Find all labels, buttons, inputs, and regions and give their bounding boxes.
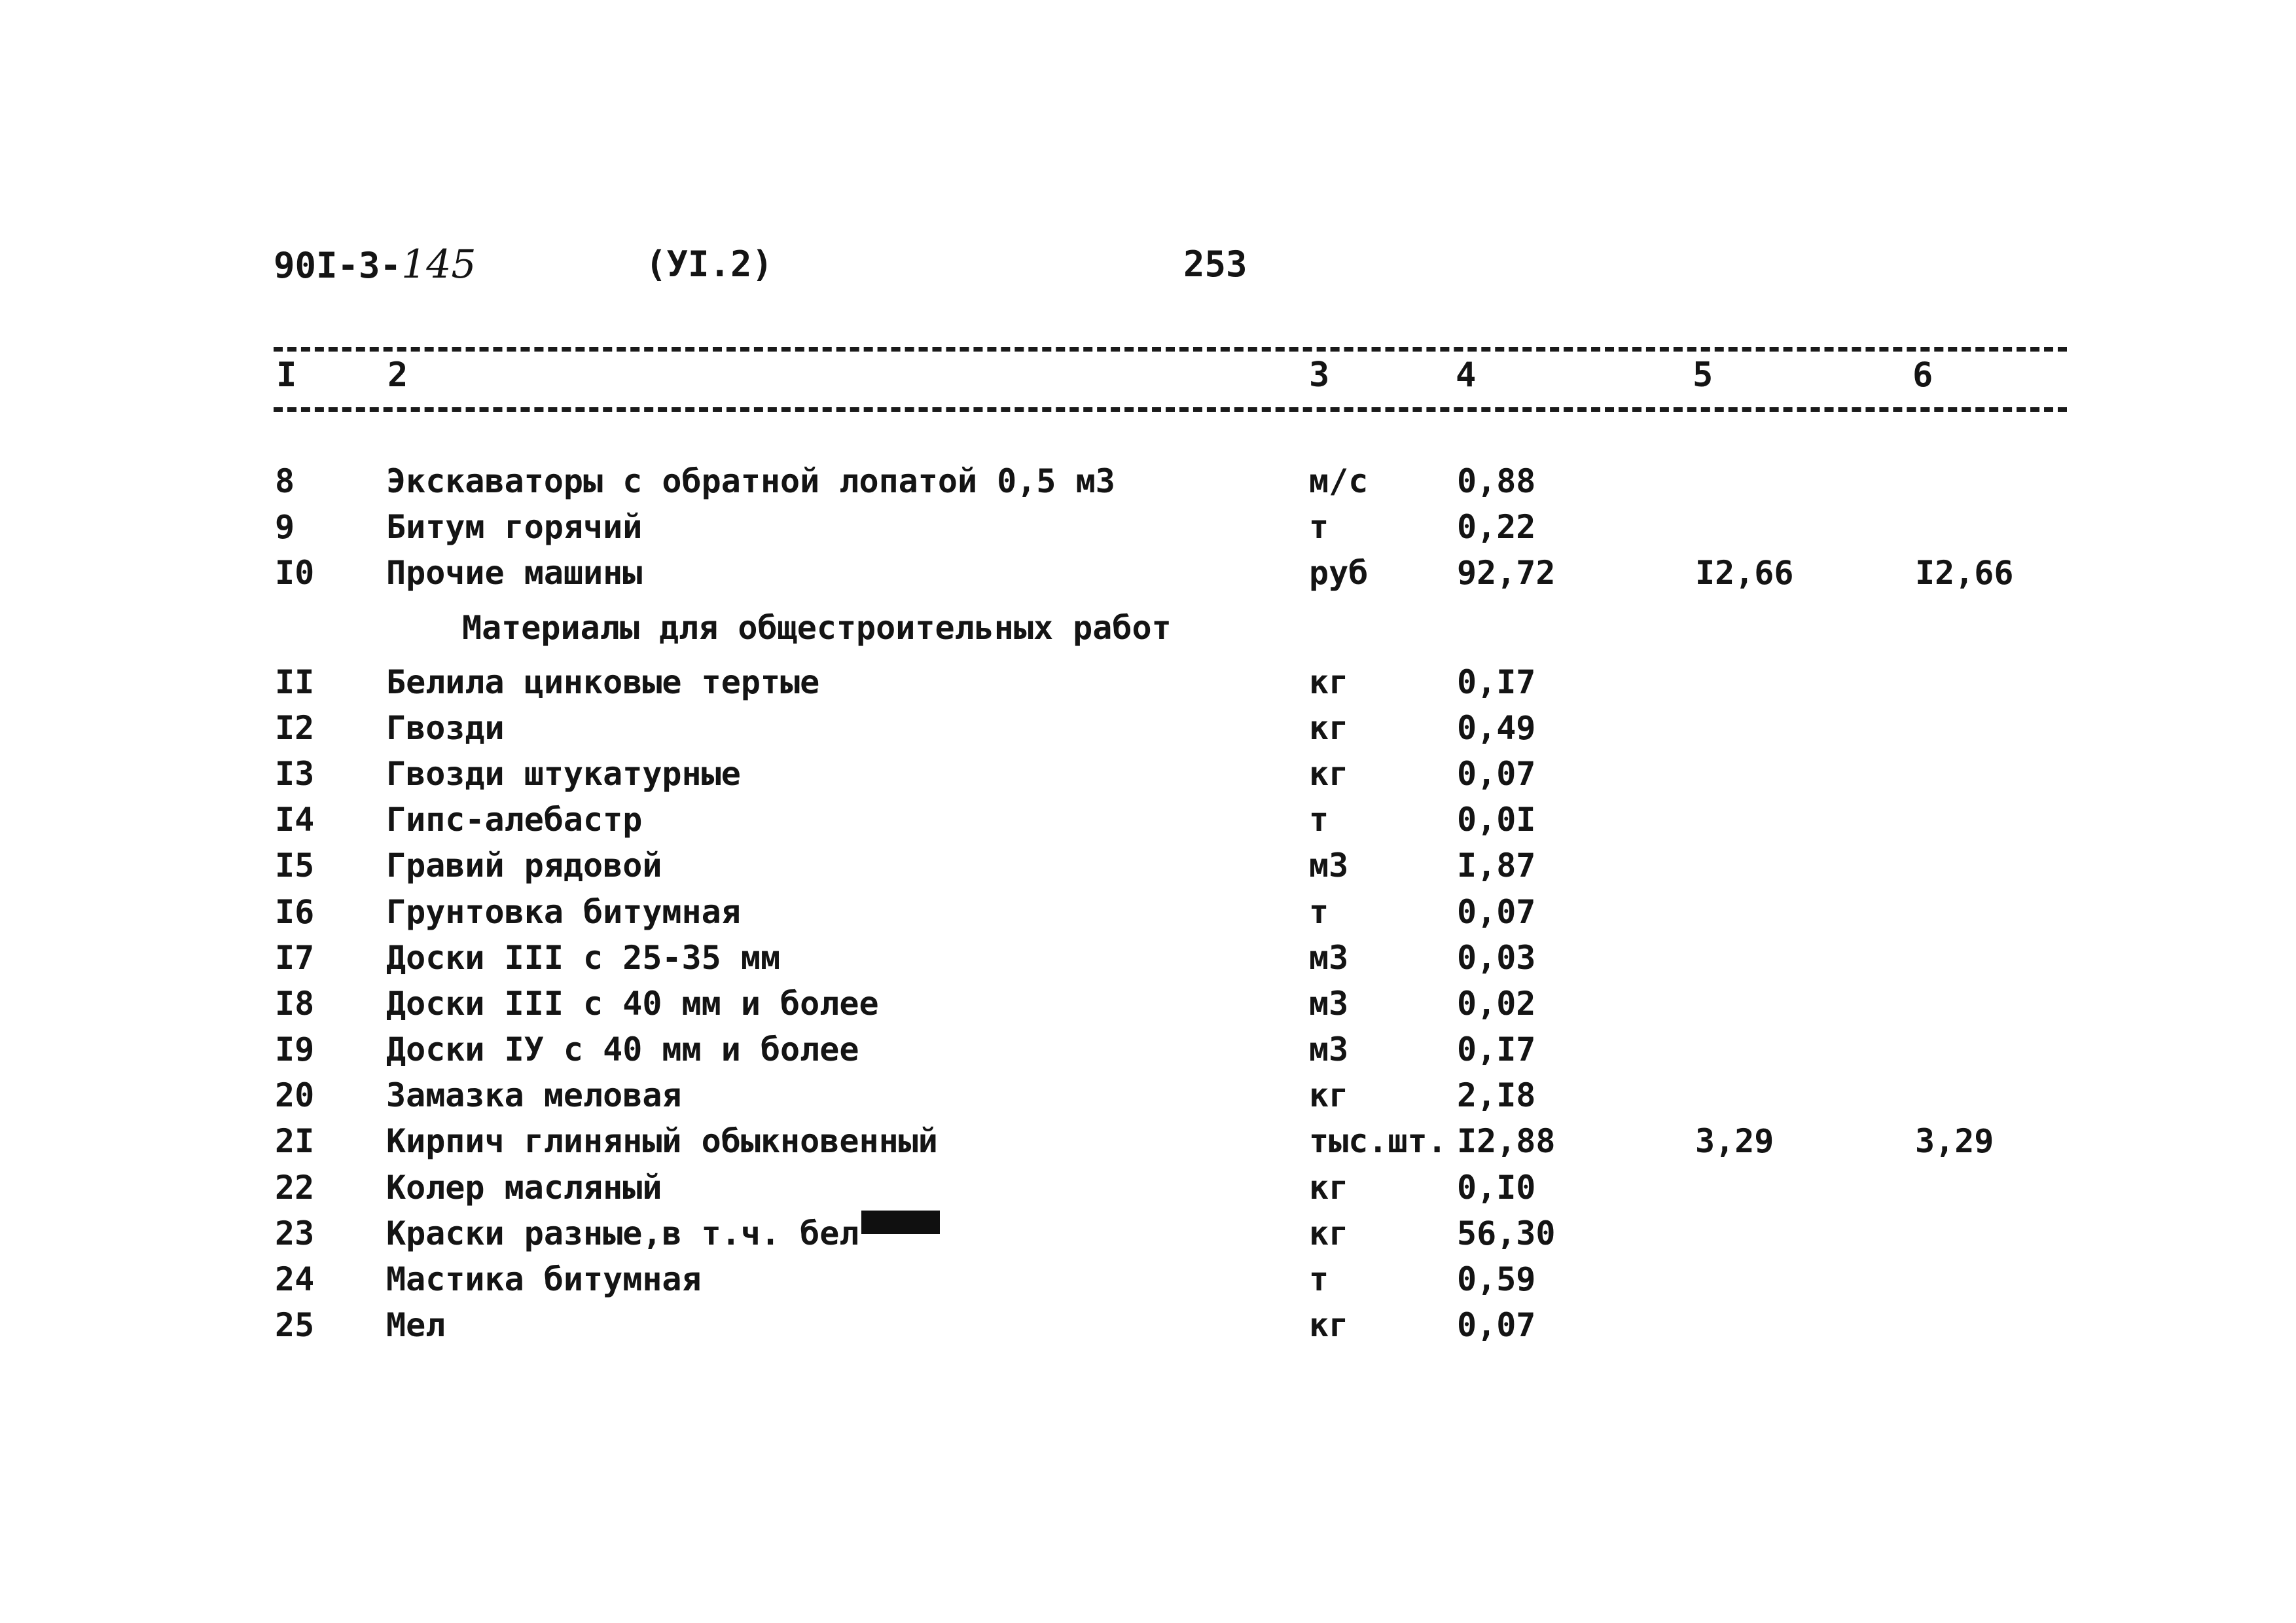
table-row <box>0 751 2296 797</box>
row-unit: т <box>1309 892 1329 931</box>
table-row <box>0 1302 2296 1348</box>
row-name: Кирпич глиняный обыкновенный <box>386 1122 938 1161</box>
column-header-2: 2 <box>387 356 408 395</box>
row-unit: кг <box>1309 1306 1349 1345</box>
row-unit: руб <box>1309 554 1369 593</box>
row-number: 9 <box>275 508 295 547</box>
column-header-1: I <box>276 356 297 395</box>
column-header-5: 5 <box>1693 356 1713 395</box>
column-header-4: 4 <box>1456 356 1477 395</box>
table-row <box>0 1072 2296 1118</box>
row-quantity: 0,22 <box>1457 508 1536 547</box>
row-name: Битум горячий <box>386 508 643 547</box>
row-number: I5 <box>275 847 315 885</box>
row-name: Гравий рядовой <box>386 847 662 885</box>
row-quantity: I,87 <box>1457 847 1536 885</box>
row-name: Прочие машины <box>386 554 643 593</box>
document-code-typed: 90I-3- <box>274 245 402 286</box>
row-name: Колер масляный <box>386 1168 662 1207</box>
row-number: 2I <box>275 1122 315 1161</box>
row-quantity: 0,49 <box>1457 708 1536 747</box>
row-unit: кг <box>1309 1076 1349 1115</box>
table-body <box>0 458 2296 1348</box>
row-quantity: 2,I8 <box>1457 1076 1536 1115</box>
row-unit: м/с <box>1309 462 1369 500</box>
row-number: 20 <box>275 1076 315 1115</box>
section-heading: Материалы для общестроительных работ <box>462 608 1172 647</box>
row-unit: кг <box>1309 754 1349 793</box>
document-code-handwritten: 145 <box>401 242 476 287</box>
column-header-3: 3 <box>1309 356 1330 395</box>
row-unit: кг <box>1309 708 1349 747</box>
row-quantity: I2,88 <box>1457 1122 1556 1161</box>
table-row <box>0 1118 2296 1164</box>
row-quantity: 56,30 <box>1457 1214 1556 1252</box>
redaction-mark <box>861 1211 940 1234</box>
row-number: I8 <box>275 984 315 1023</box>
column-header-6: 6 <box>1912 356 1933 395</box>
row-col6-value: I2,66 <box>1915 554 2014 593</box>
row-col5-value: I2,66 <box>1695 554 1794 593</box>
table-row <box>0 843 2296 888</box>
table-row <box>0 1211 2296 1256</box>
row-unit: м3 <box>1309 1030 1349 1069</box>
row-unit: м3 <box>1309 938 1349 977</box>
row-col6-value: 3,29 <box>1915 1122 1994 1161</box>
row-quantity: 0,07 <box>1457 892 1536 931</box>
section-number: (УI.2) <box>645 244 774 285</box>
table-row <box>0 935 2296 981</box>
row-quantity: 0,I7 <box>1457 1030 1536 1069</box>
table-row <box>0 1027 2296 1072</box>
row-quantity: 0,88 <box>1457 462 1536 500</box>
row-col5-value: 3,29 <box>1695 1122 1774 1161</box>
table-row <box>0 550 2296 596</box>
page-number: 253 <box>1183 244 1247 285</box>
row-name: Доски IУ с 40 мм и более <box>386 1030 859 1069</box>
row-name: Белила цинковые тертые <box>386 663 820 701</box>
document-code <box>274 244 476 287</box>
table-row <box>0 889 2296 935</box>
row-number: II <box>275 663 315 701</box>
row-unit: кг <box>1309 1214 1349 1252</box>
table-row <box>0 1256 2296 1302</box>
table-row <box>0 1165 2296 1211</box>
row-name: Замазка меловая <box>386 1076 682 1115</box>
section-heading-row <box>0 596 2296 659</box>
table-rule-bottom <box>274 407 2067 412</box>
table-row <box>0 458 2296 504</box>
row-name: Гвозди штукатурные <box>386 754 741 793</box>
row-quantity: 0,07 <box>1457 754 1536 793</box>
row-quantity: 0,I0 <box>1457 1168 1536 1207</box>
row-number: 23 <box>275 1214 315 1252</box>
table-row <box>0 504 2296 550</box>
row-number: 24 <box>275 1260 315 1298</box>
row-name: Гипс-алебастр <box>386 801 643 839</box>
row-name: Доски III с 40 мм и более <box>386 984 879 1023</box>
row-number: I7 <box>275 938 315 977</box>
row-name: Доски III с 25-35 мм <box>386 938 781 977</box>
table-row <box>0 797 2296 843</box>
row-unit: тыс.шт. <box>1309 1122 1447 1161</box>
row-quantity: 92,72 <box>1457 554 1556 593</box>
row-number: I4 <box>275 801 315 839</box>
row-number: I2 <box>275 708 315 747</box>
row-unit: кг <box>1309 1168 1349 1207</box>
row-unit: т <box>1309 1260 1329 1298</box>
row-unit: кг <box>1309 663 1349 701</box>
table-column-headers <box>0 352 2296 398</box>
row-name: Краски разные,в т.ч. бел <box>386 1214 859 1252</box>
row-unit: м3 <box>1309 984 1349 1023</box>
table-row <box>0 981 2296 1027</box>
table-row <box>0 659 2296 705</box>
row-quantity: 0,0I <box>1457 801 1536 839</box>
row-unit: т <box>1309 508 1329 547</box>
row-quantity: 0,59 <box>1457 1260 1536 1298</box>
row-name: Мел <box>386 1306 446 1345</box>
row-quantity: 0,02 <box>1457 984 1536 1023</box>
row-number: I3 <box>275 754 315 793</box>
row-unit: м3 <box>1309 847 1349 885</box>
row-number: 25 <box>275 1306 315 1345</box>
table-rule-top <box>274 347 2067 352</box>
row-quantity: 0,03 <box>1457 938 1536 977</box>
table-row <box>0 705 2296 751</box>
row-number: I6 <box>275 892 315 931</box>
row-name-wrap <box>386 1211 859 1256</box>
row-name: Мастика битумная <box>386 1260 702 1298</box>
row-unit: т <box>1309 801 1329 839</box>
row-quantity: 0,I7 <box>1457 663 1536 701</box>
row-number: I9 <box>275 1030 315 1069</box>
row-number: 8 <box>275 462 295 500</box>
row-number: I0 <box>275 554 315 593</box>
row-name: Экскаваторы с обратной лопатой 0,5 м3 <box>386 462 1115 500</box>
row-name: Гвозди <box>386 708 505 747</box>
row-quantity: 0,07 <box>1457 1306 1536 1345</box>
row-number: 22 <box>275 1168 315 1207</box>
row-name: Грунтовка битумная <box>386 892 741 931</box>
